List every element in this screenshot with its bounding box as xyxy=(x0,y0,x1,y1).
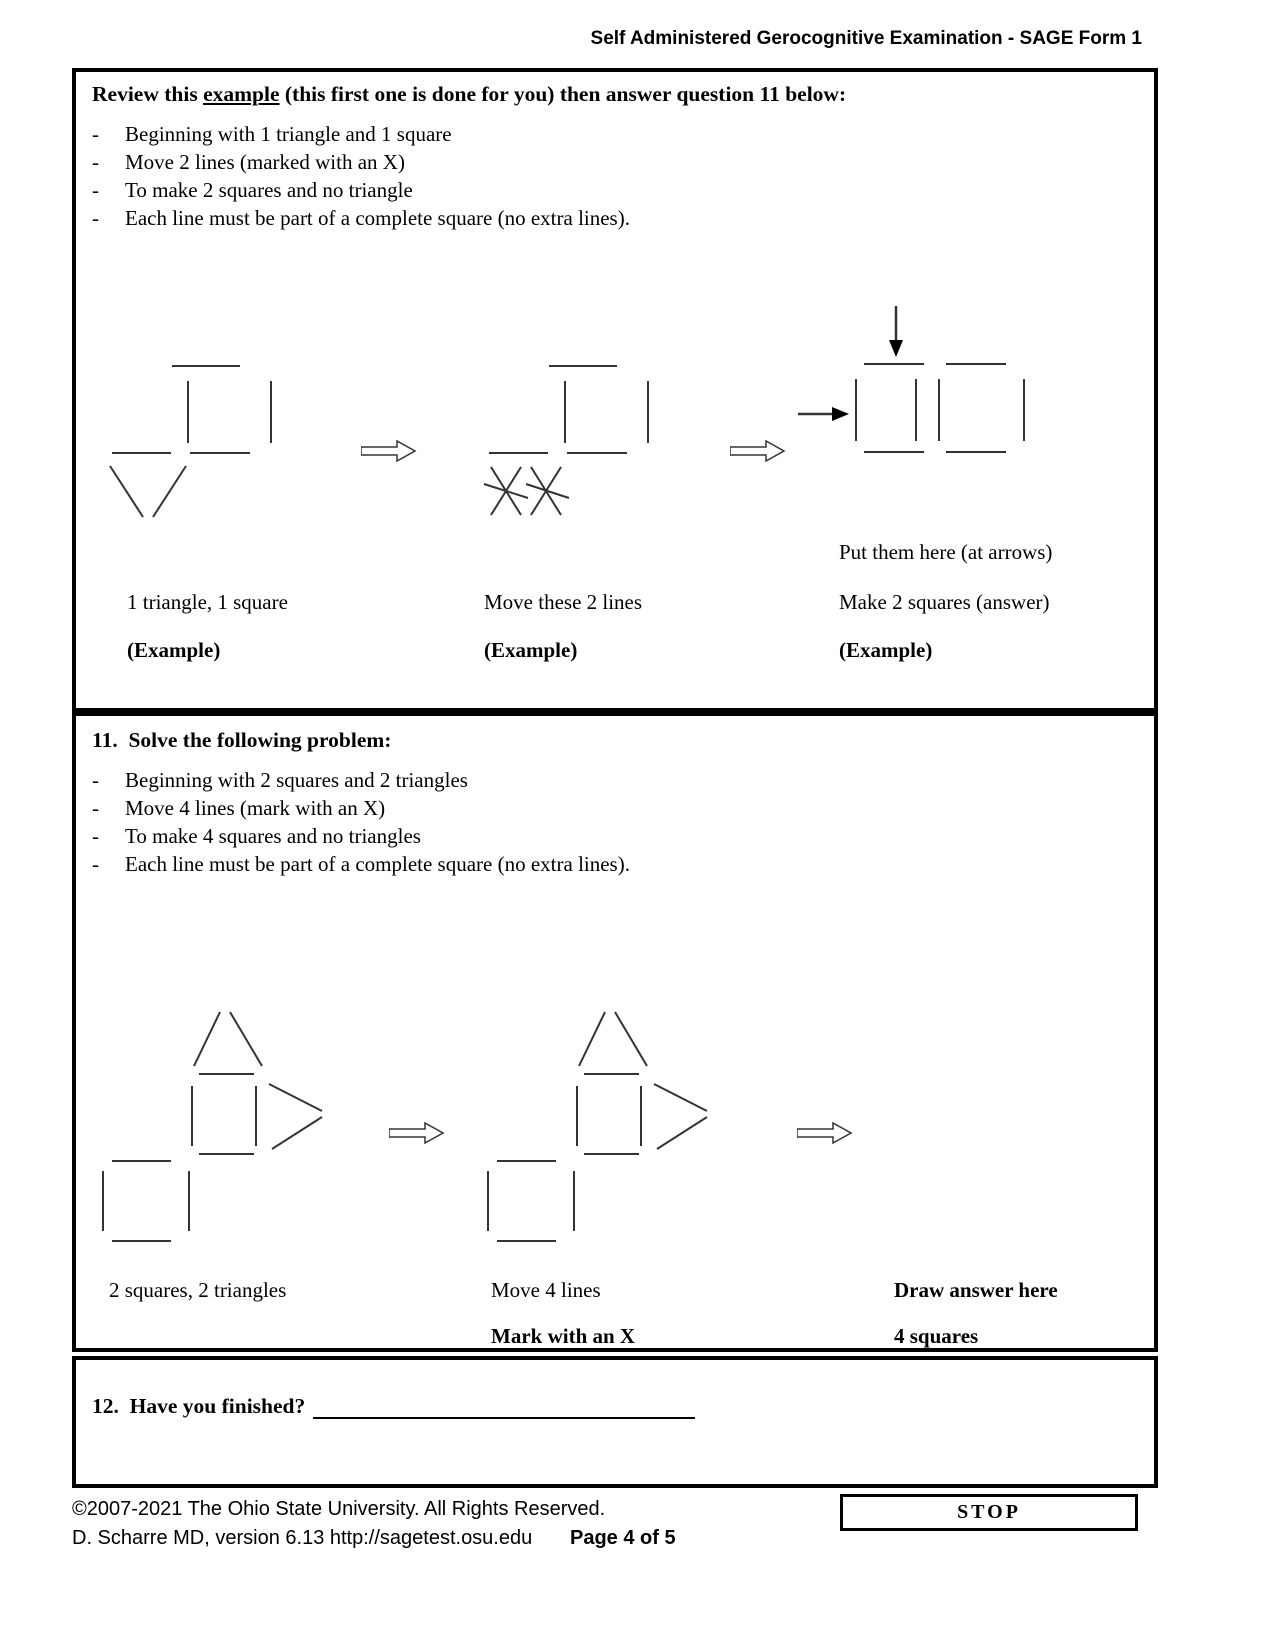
example-section xyxy=(72,68,1158,712)
bullet-dash: - xyxy=(92,206,99,230)
caption-put-them-here: Put them here (at arrows) xyxy=(839,540,1053,564)
footer-page-number: Page 4 of 5 xyxy=(570,1527,676,1549)
bullet-text: Move 2 lines (marked with an X) xyxy=(125,150,405,174)
bullet-text: Beginning with 1 triangle and 1 square xyxy=(125,122,452,146)
footer-copyright: ©2007-2021 The Ohio State University. All Rights Reserved. xyxy=(72,1498,606,1520)
stop-label: STOP xyxy=(957,1501,1021,1523)
example-heading xyxy=(92,82,846,107)
transform-arrow-icon xyxy=(389,1122,445,1144)
question12-number: 12. xyxy=(92,1394,119,1418)
page-header-title: Self Administered Gerocognitive Examination - SAGE Form 1 xyxy=(590,28,1142,49)
figure-two-squares-two-triangles xyxy=(99,1004,344,1249)
bullet-dash: - xyxy=(92,150,99,174)
answer-drawing-area[interactable] xyxy=(876,996,1146,1266)
figure-move-two-lines xyxy=(481,354,731,529)
bullet-item xyxy=(92,148,630,176)
x-mark-icon xyxy=(526,467,569,515)
bullet-item xyxy=(92,766,630,794)
caption-four-squares: 4 squares xyxy=(894,1324,979,1348)
example-heading-suffix: (this first one is done for you) then answer question 11 below: xyxy=(279,82,847,106)
transform-arrow-icon xyxy=(797,1122,853,1144)
question12-row xyxy=(92,1394,695,1419)
caption-q11-figure1: 2 squares, 2 triangles xyxy=(109,1278,287,1302)
transform-arrow-icon xyxy=(730,440,786,462)
bullet-item xyxy=(92,850,630,878)
example-instruction-list xyxy=(92,120,630,232)
bullet-text: Beginning with 2 squares and 2 triangles xyxy=(125,768,468,792)
bullet-item xyxy=(92,120,630,148)
bullet-text: To make 2 squares and no triangle xyxy=(125,178,413,202)
figure-move-four-lines xyxy=(484,1004,729,1249)
bullet-text: Move 4 lines (mark with an X) xyxy=(125,796,386,820)
bullet-item xyxy=(92,794,630,822)
example-label: (Example) xyxy=(484,638,578,662)
example-label: (Example) xyxy=(127,638,221,662)
question11-section xyxy=(72,712,1158,1352)
bullet-dash: - xyxy=(92,178,99,202)
example-heading-underlined-word: example xyxy=(203,82,280,106)
down-arrow-icon xyxy=(889,306,903,357)
question12-label: Have you finished? xyxy=(129,1394,306,1418)
transform-arrow-icon xyxy=(361,440,417,462)
figure-triangle-and-square xyxy=(104,354,354,529)
caption-example-figure2: Move these 2 lines xyxy=(484,590,643,614)
question11-number: 11. xyxy=(92,728,118,752)
figure-answer-two-squares xyxy=(794,302,1084,477)
bullet-item xyxy=(92,204,630,232)
example-label: (Example) xyxy=(839,638,933,662)
bullet-text: Each line must be part of a complete square (no extra lines). xyxy=(125,206,630,230)
x-mark-icon xyxy=(484,467,528,515)
question11-instruction-list xyxy=(92,766,630,878)
question12-section xyxy=(72,1356,1158,1488)
caption-q11-figure2: Move 4 lines xyxy=(491,1278,601,1302)
caption-example-figure1: 1 triangle, 1 square xyxy=(127,590,288,614)
bullet-text: Each line must be part of a complete square (no extra lines). xyxy=(125,852,630,876)
question11-heading xyxy=(92,728,391,753)
bullet-text: To make 4 squares and no triangles xyxy=(125,824,421,848)
stop-box xyxy=(840,1494,1138,1531)
caption-example-figure3: Make 2 squares (answer) xyxy=(839,590,1050,614)
bullet-item xyxy=(92,176,630,204)
question12-answer-blank[interactable] xyxy=(313,1395,695,1419)
right-arrow-icon xyxy=(798,407,849,421)
bullet-dash: - xyxy=(92,852,99,876)
bullet-dash: - xyxy=(92,824,99,848)
caption-draw-answer-here: Draw answer here xyxy=(894,1278,1058,1302)
question11-title: Solve the following problem: xyxy=(128,728,392,752)
bullet-dash: - xyxy=(92,122,99,146)
example-heading-prefix: Review this xyxy=(92,82,204,106)
footer-credit: D. Scharre MD, version 6.13 http://sagetest.osu.edu xyxy=(72,1527,533,1549)
caption-mark-with-x: Mark with an X xyxy=(491,1324,636,1348)
bullet-dash: - xyxy=(92,768,99,792)
bullet-item xyxy=(92,822,630,850)
bullet-dash: - xyxy=(92,796,99,820)
